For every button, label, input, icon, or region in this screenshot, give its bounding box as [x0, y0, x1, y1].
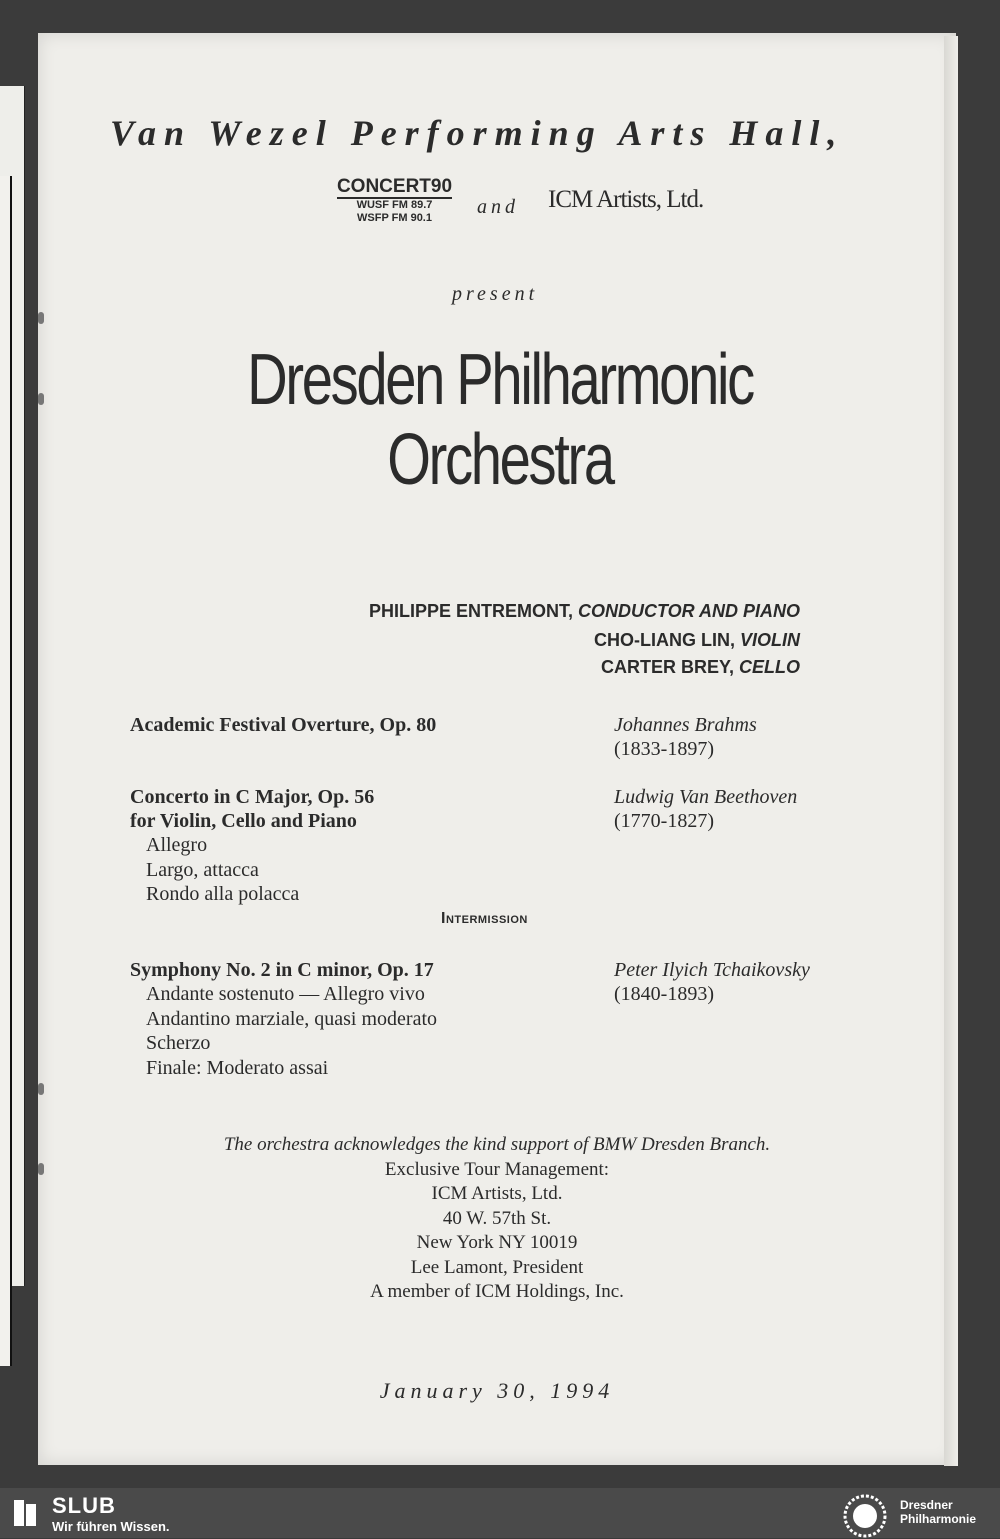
concert-date: January 30, 1994 [379, 1378, 615, 1403]
performer-role: VIOLIN [739, 630, 800, 650]
work-2-title: Concerto in C Major, Op. 56 for Violin, Cello and Piano [130, 786, 375, 832]
footer-line: Exclusive Tour Management: [384, 1158, 610, 1180]
orchestra-title [188, 340, 812, 500]
station-line-1: WUSF FM 89.7 [356, 199, 433, 211]
performer-role: CELLO [739, 657, 800, 677]
performer-lin [100, 630, 800, 651]
movement: Largo, attacca [146, 858, 259, 881]
footer-line: A member of ICM Holdings, Inc. [370, 1281, 624, 1302]
concert90-logo [332, 177, 457, 235]
performer-role: CONDUCTOR AND PIANO [577, 601, 800, 621]
work-1-title: Academic Festival Overture, Op. 80 [130, 714, 437, 736]
movement: Finale: Moderato assai [146, 1056, 329, 1079]
library-tagline: Wir führen Wissen. [52, 1519, 170, 1534]
margin-mark [38, 1163, 44, 1175]
adjacent-page-edge [0, 86, 25, 1286]
work-3-movements [146, 982, 437, 1080]
performer-entremont [100, 601, 800, 622]
work-3-title: Symphony No. 2 in C minor, Op. 17 [130, 959, 434, 981]
performer-name: CHO-LIANG LIN, [593, 630, 735, 650]
and-text: and [477, 196, 519, 218]
concert90-brand: CONCERT90 [336, 176, 453, 197]
station-line-2: WSFP FM 90.1 [357, 212, 432, 224]
performer-brey [100, 657, 800, 678]
footer-line: 40 W. 57th St. [442, 1207, 552, 1229]
work-1-composer: Johannes Brahms (1833-1897) [614, 714, 757, 760]
movement: Rondo alla polacca [146, 883, 300, 905]
page-edge-shadow [944, 36, 958, 1466]
library-name[interactable]: SLUB [52, 1493, 116, 1518]
work-3-composer: Peter Ilyich Tchaikovsky (1840-1893) [614, 959, 810, 1005]
footer-line: Lee Lamont, President [410, 1256, 584, 1278]
intermission-label: Intermission [441, 910, 528, 927]
acknowledgement: The orchestra acknowledges the kind support of BMW Dresden Branch. [223, 1134, 771, 1155]
partner-name[interactable]: Dresdner Philharmonie [900, 1498, 977, 1526]
present-text: present [452, 283, 539, 305]
title-line-1: Dresden Philharmonic [247, 340, 753, 420]
footer-line: ICM Artists, Ltd. [431, 1183, 563, 1204]
movement: Andantino marziale, quasi moderato [146, 1007, 438, 1030]
icm-artists-logo: ICM Artists, Ltd. [548, 186, 704, 213]
management-footer [100, 1133, 894, 1305]
performer-name: CARTER BREY, [600, 657, 734, 677]
title-line-2: Orchestra [387, 420, 613, 500]
margin-mark [38, 393, 44, 405]
footer-line: New York NY 10019 [416, 1232, 578, 1253]
performer-name: PHILIPPE ENTREMONT, [368, 601, 573, 621]
movement: Scherzo [146, 1032, 211, 1054]
library-footer-bar [0, 1488, 1000, 1538]
philharmonie-sun-logo [842, 1493, 888, 1539]
work-2-composer: Ludwig Van Beethoven (1770-1827) [614, 786, 798, 832]
venue-heading: Van Wezel Performing Arts Hall, [110, 113, 845, 153]
movement: Andante sostenuto — Allegro vivo [146, 983, 425, 1005]
work-2-movements [146, 833, 299, 907]
movement: Allegro [146, 834, 208, 856]
margin-mark [38, 1083, 44, 1095]
margin-mark [38, 312, 44, 324]
slub-book-icon [12, 1498, 38, 1528]
